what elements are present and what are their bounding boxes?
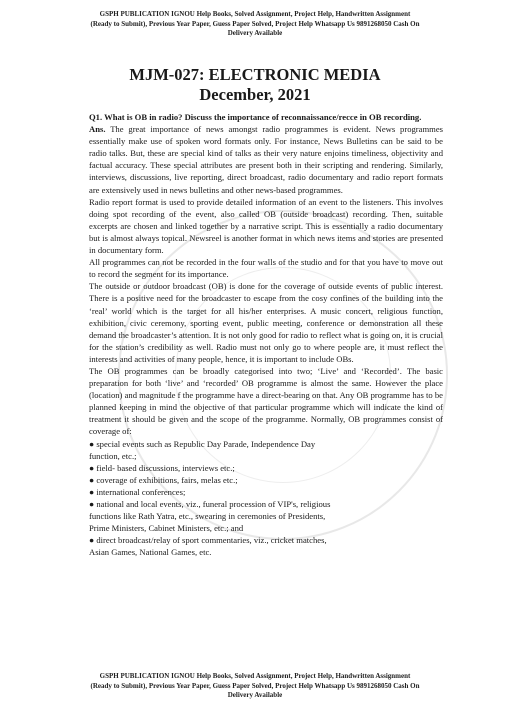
page-header <box>58 10 452 39</box>
list-line: functions like Rath Yatra, etc., swearing in ceremonies of Presidents, <box>89 511 326 522</box>
list-line: ● special events such as Republic Day Parade, Independence Day <box>89 438 316 449</box>
list-line: ● field- based discussions, interviews etc.; <box>89 462 235 473</box>
paragraph-text: The great importance of news amongst radio programmes is evident. News programmes essentially make use of spoken word formats only. For instance, News Bulletins can be said to be radio talks. But, these are special kind of talks as their very nature enjoins timeliness, objectivity and factual accuracy. These special attributes are present both in their scripting and rendering. Similarly, interviews, discussions, live reporting, direct broadcast, radio documentary and radio report formats are extensively used in news bulletins and other news-based programmes. <box>89 124 443 195</box>
list-line: ● direct broadcast/relay of sport commentaries, viz., cricket matches, <box>89 535 327 546</box>
footer-line-1: GSPH PUBLICATION IGNOU Help Books, Solved Assignment, Project Help, Handwritten Assignment <box>99 672 411 680</box>
session-title: December, 2021 <box>199 85 311 104</box>
list-item <box>89 498 443 534</box>
list-item <box>89 486 443 498</box>
list-item <box>89 534 443 558</box>
list-line: Asian Games, National Games, etc. <box>89 547 212 558</box>
footer-line-2: (Ready to Submit), Previous Year Paper, Guess Paper Solved, Project Help Whatsapp Us 9891268050 Cash On <box>90 681 420 690</box>
list-line: ● national and local events, viz., funeral procession of VIP's, religious <box>89 499 331 509</box>
paragraph-2: Radio report format is used to provide detailed information of an event to the listeners. This involves doing spot recording of the event, also called OB (outside broadcast) recording. Then, suitable excerpts are chosen and linked together by a narrative script. This is essentially a radio documentary but is almost always topical. Newsreel is another format in which news items and stories are presented in documentary form. <box>89 196 443 256</box>
header-line-3: Delivery Available <box>227 29 283 37</box>
list-item <box>89 462 443 474</box>
paragraph-3: All programmes can not be recorded in the four walls of the studio and for that you have to move out to record the segment for its importance. <box>89 257 443 280</box>
list-line: ● international conferences; <box>89 486 186 497</box>
answer-label: Ans. <box>89 124 106 135</box>
header-line-1: GSPH PUBLICATION IGNOU Help Books, Solved Assignment, Project Help, Handwritten Assignment <box>99 10 411 18</box>
document-body <box>89 111 443 558</box>
page-footer <box>58 672 452 701</box>
list-line: function, etc.; <box>89 450 137 461</box>
footer-line-3: Delivery Available <box>227 691 283 699</box>
bullet-list <box>89 438 443 559</box>
question-heading: Q1. What is OB in radio? Discuss the importance of reconnaissance/recce in OB recording. <box>89 112 422 122</box>
document-title <box>20 65 490 105</box>
paragraph-5: The OB programmes can be broadly categorised into two; ‘Live’ and ‘Recorded’. The basic preparation for both ‘live’ and ‘recorded’ OB programme is almost the same. However the place (location) and magnitude f the programme have a direct-bearing on that. Any OB programme has to be planned keeping in mind the objective of that particular programme which will indicate the kind of treatment it should be given and the scope of the programme. Normally, OB programmes consist of coverage of: <box>89 365 443 437</box>
course-title: MJM-027: ELECTRONIC MEDIA <box>129 65 381 84</box>
list-line: Prime Ministers, Cabinet Ministers, etc.; and <box>89 523 244 534</box>
paragraph-1 <box>89 123 443 196</box>
list-item <box>89 474 443 486</box>
paragraph-4: The outside or outdoor broadcast (OB) is done for the coverage of outside events of public interest. There is a positive need for the broadcaster to escape from the cosy confines of the building into the ‘real’ world which is the target for all his/her enterprises. A music concert, religious function, exhibition, civic ceremony, sporting event, public meeting, conference or demonstration all these demand the broadcaster’s attention. It is not only good for radio to reflect what is going on, it is crucial for the station’s credibility as well. Radio must not only go to where people are, it must reflect the interests and activities of many people, hence, it is important to include OBs. <box>89 281 443 364</box>
header-line-2: (Ready to Submit), Previous Year Paper, Guess Paper Solved, Project Help Whatsapp Us 9891268050 Cash On <box>90 19 420 28</box>
list-line: ● coverage of exhibitions, fairs, melas etc.; <box>89 474 238 485</box>
list-item <box>89 438 443 462</box>
